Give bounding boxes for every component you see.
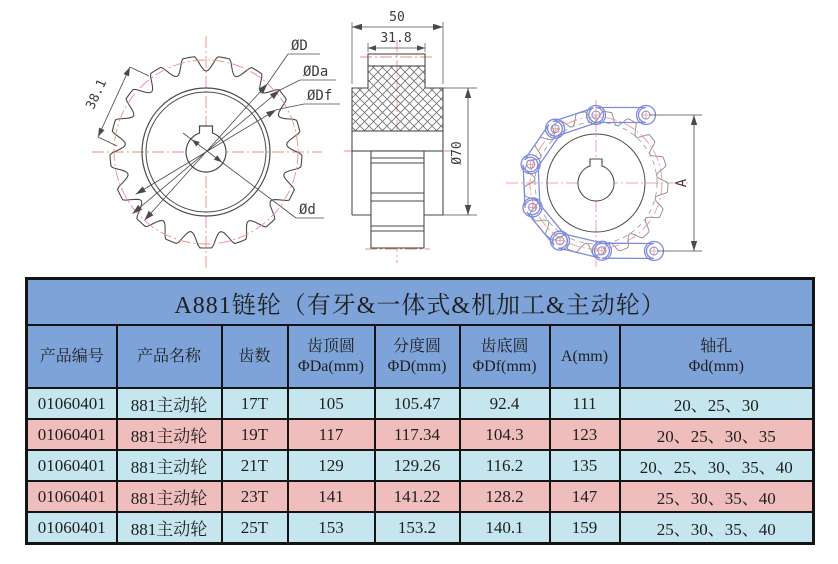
cell-tip-circle: 129: [288, 450, 375, 481]
cell-pitch-circle: 105.47: [375, 388, 460, 419]
cell-pitch-circle: 117.34: [375, 419, 460, 450]
label-root-circle: ØDf: [307, 88, 333, 104]
cell-root-circle: 92.4: [460, 388, 550, 419]
table-row: [27, 388, 814, 419]
label-pitch-circle: ØD: [291, 38, 308, 54]
cell-a: 123: [550, 419, 620, 450]
chain-view-drawing: [506, 100, 702, 267]
dim-overall-width-label: 50: [389, 10, 405, 25]
cell-product-code: 01060401: [27, 512, 117, 544]
cell-a: 159: [550, 512, 620, 544]
cell-tip-circle: 153: [288, 512, 375, 544]
cell-product-name: 881主动轮: [117, 512, 222, 544]
label-bore: Ød: [299, 202, 316, 218]
cell-product-name: 881主动轮: [117, 450, 222, 481]
table-row: [27, 419, 814, 450]
technical-drawings: [0, 0, 838, 274]
cell-a: 147: [550, 481, 620, 512]
cell-pitch-circle: 129.26: [375, 450, 460, 481]
label-tip-circle: ØDa: [303, 64, 329, 80]
col-header-bore: 轴孔 Φd(mm): [620, 325, 814, 388]
cell-tip-circle: 105: [288, 388, 375, 419]
dim-tooth-width-label: 31.8: [380, 31, 412, 46]
table-row: [27, 481, 814, 512]
cell-product-code: 01060401: [27, 481, 117, 512]
cell-product-name: 881主动轮: [117, 481, 222, 512]
cell-a: 111: [550, 388, 620, 419]
col-header-tip-circle: 齿顶圆 ΦDa(mm): [288, 325, 375, 388]
col-header-product-name: 产品名称: [117, 325, 222, 388]
cell-bore: 20、25、30: [620, 388, 814, 419]
cell-teeth: 21T: [222, 450, 288, 481]
cell-product-name: 881主动轮: [117, 388, 222, 419]
technical-drawings-svg: [0, 0, 838, 274]
table-row: [27, 512, 814, 544]
cell-bore: 20、25、30、35、40: [620, 450, 814, 481]
dim-outer-diameter-label: Ø70: [450, 141, 465, 165]
cell-tip-circle: 117: [288, 419, 375, 450]
cell-root-circle: 128.2: [460, 481, 550, 512]
cell-root-circle: 116.2: [460, 450, 550, 481]
col-header-a: A(mm): [550, 325, 620, 388]
cell-root-circle: 104.3: [460, 419, 550, 450]
dim-pitch-label: 38.1: [83, 77, 111, 112]
cell-pitch-circle: 153.2: [375, 512, 460, 544]
cell-product-code: 01060401: [27, 419, 117, 450]
dim-a-label: A: [674, 178, 690, 188]
cell-root-circle: 140.1: [460, 512, 550, 544]
cell-bore: 20、25、30、35: [620, 419, 814, 450]
cell-a: 135: [550, 450, 620, 481]
cell-teeth: 19T: [222, 419, 288, 450]
col-header-root-circle: 齿底圆 ΦDf(mm): [460, 325, 550, 388]
cell-bore: 25、30、35、40: [620, 512, 814, 544]
cell-product-code: 01060401: [27, 388, 117, 419]
spec-table: [25, 277, 815, 545]
col-header-product-code: 产品编号: [27, 325, 117, 388]
table-title: A881链轮（有牙&一体式&机加工&主动轮）: [27, 279, 814, 326]
cell-pitch-circle: 141.22: [375, 481, 460, 512]
col-header-teeth: 齿数: [222, 325, 288, 388]
cell-product-name: 881主动轮: [117, 419, 222, 450]
table-row: [27, 450, 814, 481]
cell-bore: 25、30、35、40: [620, 481, 814, 512]
cell-teeth: 25T: [222, 512, 288, 544]
table-title-row: [27, 279, 814, 326]
cell-product-code: 01060401: [27, 450, 117, 481]
col-header-pitch-circle: 分度圆 ΦD(mm): [375, 325, 460, 388]
table-header-row: [27, 325, 814, 388]
cell-tip-circle: 141: [288, 481, 375, 512]
cell-teeth: 17T: [222, 388, 288, 419]
cell-teeth: 23T: [222, 481, 288, 512]
